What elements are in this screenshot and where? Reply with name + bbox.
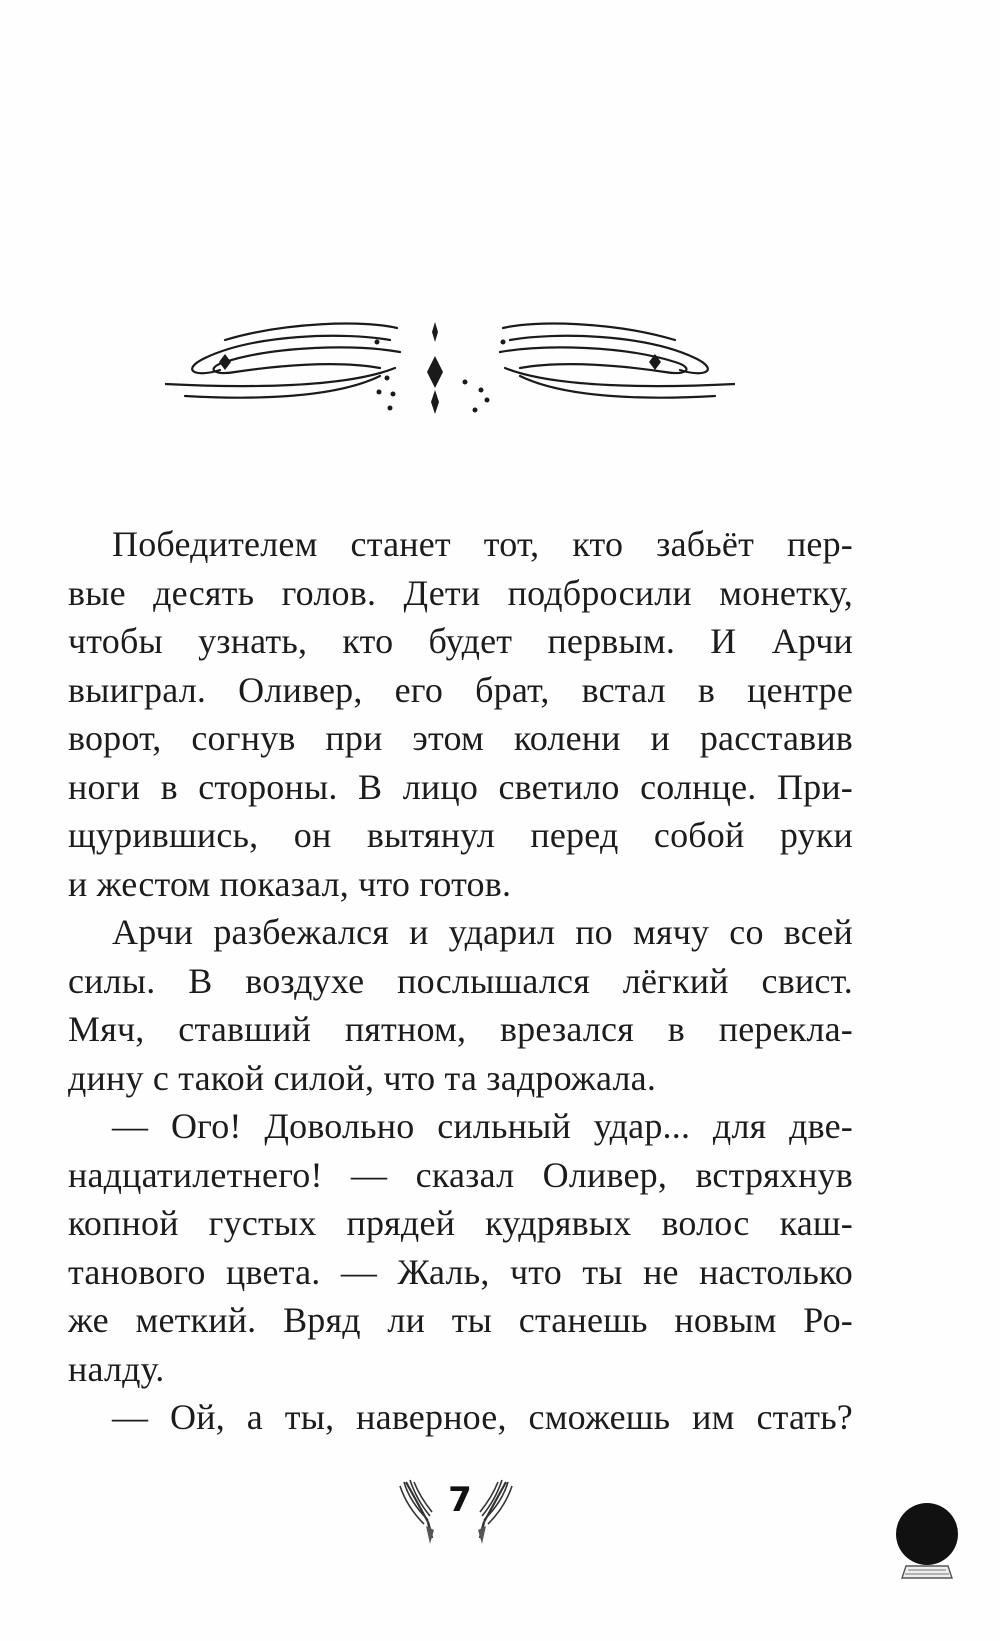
text-line: копной густых прядей кудрявых волос каш- (68, 1203, 853, 1243)
text-line: вые десять голов. Дети подбросили монетку, (68, 572, 853, 613)
body-text (68, 520, 853, 1442)
crystal-ball-icon (892, 1500, 962, 1590)
text-line: силы. В воздухе послышался лёгкий свист. (68, 960, 853, 1001)
text-line: ворот, согнув при этом колени и расставив (68, 718, 853, 758)
text-line: щурившись, он вытянул перед собой руки (68, 815, 853, 855)
text-line: налду. (68, 1348, 165, 1389)
broom-icon (474, 1478, 514, 1548)
text-line: дину с такой силой, что та задрожала. (68, 1057, 657, 1098)
text-line: Арчи разбежался и ударил по мячу со всей (112, 912, 853, 952)
flourish-divider-icon (165, 318, 735, 428)
broom-icon (398, 1478, 438, 1548)
text-line: ноги в стороны. В лицо светило солнце. При- (68, 766, 853, 807)
text-line: и жестом показал, что готов. (68, 863, 512, 904)
text-line: — Ой, а ты, наверное, сможешь им стать? (112, 1397, 853, 1437)
text-line: Мяч, ставший пятном, врезался в перекла- (68, 1009, 853, 1049)
text-line: танового цвета. — Жаль, что ты не настолько (68, 1251, 853, 1292)
text-line: выиграл. Оливер, его брат, встал в центре (68, 669, 853, 710)
page-number: 7 (448, 1480, 472, 1520)
text-line: же меткий. Вряд ли ты станешь новым Ро- (68, 1300, 853, 1340)
text-line: надцатилетнего! — сказал Оливер, встряхнув (68, 1154, 853, 1195)
text-line: — Ого! Довольно сильный удар... для две- (112, 1106, 853, 1146)
text-line: Победителем станет тот, кто забьёт пер- (112, 524, 853, 564)
text-line: чтобы узнать, кто будет первым. И Арчи (68, 621, 853, 661)
